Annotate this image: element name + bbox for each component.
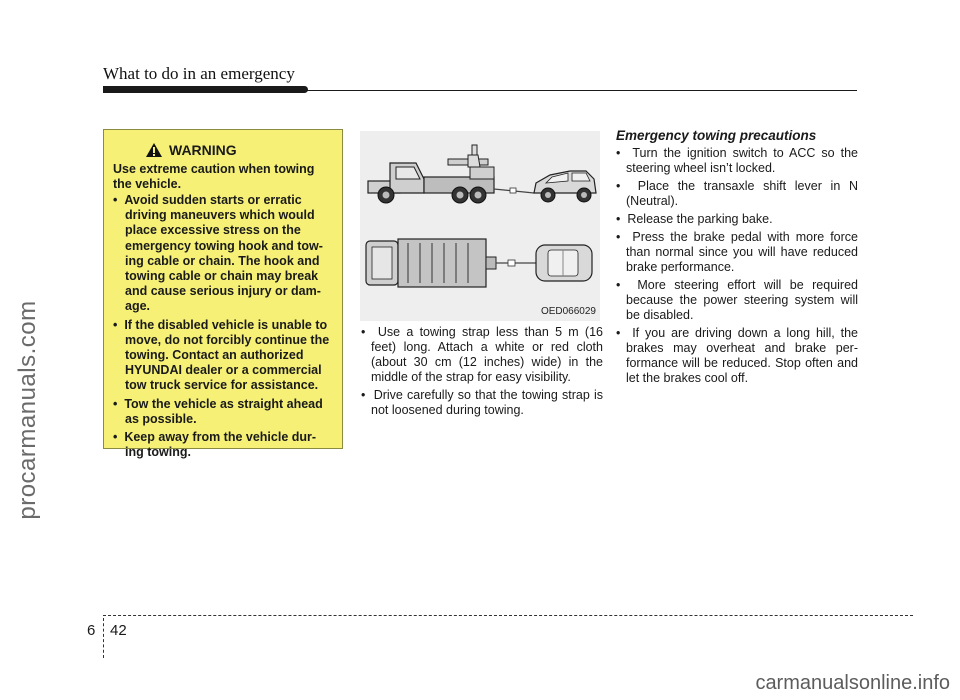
towing-strap-list [361, 325, 603, 418]
page-number: 42 [110, 622, 127, 639]
list-item: • More steering effort will be required because the power steering system will be disabled. [616, 278, 858, 323]
list-item: • Release the parking bake. [616, 212, 858, 227]
warning-item: • If the disabled vehicle is unable to move, do not forcibly continue the towing. Contact an authorized HYUNDAI dealer or a commercial tow truck service for assistance. [113, 318, 333, 394]
warning-title: WARNING [169, 142, 237, 158]
chapter-number: 6 [87, 622, 96, 639]
header-bar [103, 86, 308, 93]
precautions-list [616, 146, 858, 386]
towed-car-side [534, 171, 596, 202]
towed-car-top [536, 245, 592, 281]
warning-box [103, 129, 343, 460]
side-watermark: procarmanuals.com [14, 300, 41, 520]
bottom-watermark: carmanualsonline.info [755, 672, 950, 694]
warning-heading [145, 142, 333, 158]
warning-triangle-icon [145, 142, 163, 158]
right-column [616, 128, 858, 389]
warning-item: • Keep away from the vehicle dur-ing towing. [113, 430, 333, 460]
list-item: • Use a towing strap less than 5 m (16 feet) long. Attach a white or red cloth (about 30 cm (12 inches) wide) in the middle of the strap for easy visibility. [361, 325, 603, 385]
towing-diagram [360, 131, 600, 321]
header-rule [300, 90, 857, 91]
list-item: • Press the brake pedal with more force than normal since you will have reduced brake performance. [616, 230, 858, 275]
section-heading: Emergency towing precautions [616, 128, 817, 143]
warning-item: • Tow the vehicle as straight ahead as possible. [113, 397, 333, 427]
tow-truck-side [368, 145, 494, 203]
towing-illustration [360, 131, 600, 321]
middle-column [361, 325, 603, 421]
list-item: • Place the transaxle shift lever in N (Neutral). [616, 179, 858, 209]
warning-item: • Avoid sudden starts or erratic driving maneuvers which would place excessive stress on the emergency towing hook and tow-ing cable or chain. The hook and towing cable or chain may break and cause serious injury or dam-age. [113, 193, 333, 315]
footer-rule [103, 615, 913, 616]
footer-divider [103, 618, 104, 658]
list-item: • Drive carefully so that the towing strap is not loosened during towing. [361, 388, 603, 418]
tow-truck-top [366, 239, 496, 287]
page-header-title: What to do in an emergency [103, 64, 295, 83]
warning-list [113, 193, 333, 460]
list-item: • If you are driving down a long hill, the brakes may overheat and brake per-formance will be reduced. Stop often and let the brakes cool off. [616, 326, 858, 386]
list-item: • Turn the ignition switch to ACC so the steering wheel isn’t locked. [616, 146, 858, 176]
figure-code: OED066029 [540, 306, 596, 317]
warning-intro: Use extreme caution when towing the vehicle. [113, 162, 315, 191]
